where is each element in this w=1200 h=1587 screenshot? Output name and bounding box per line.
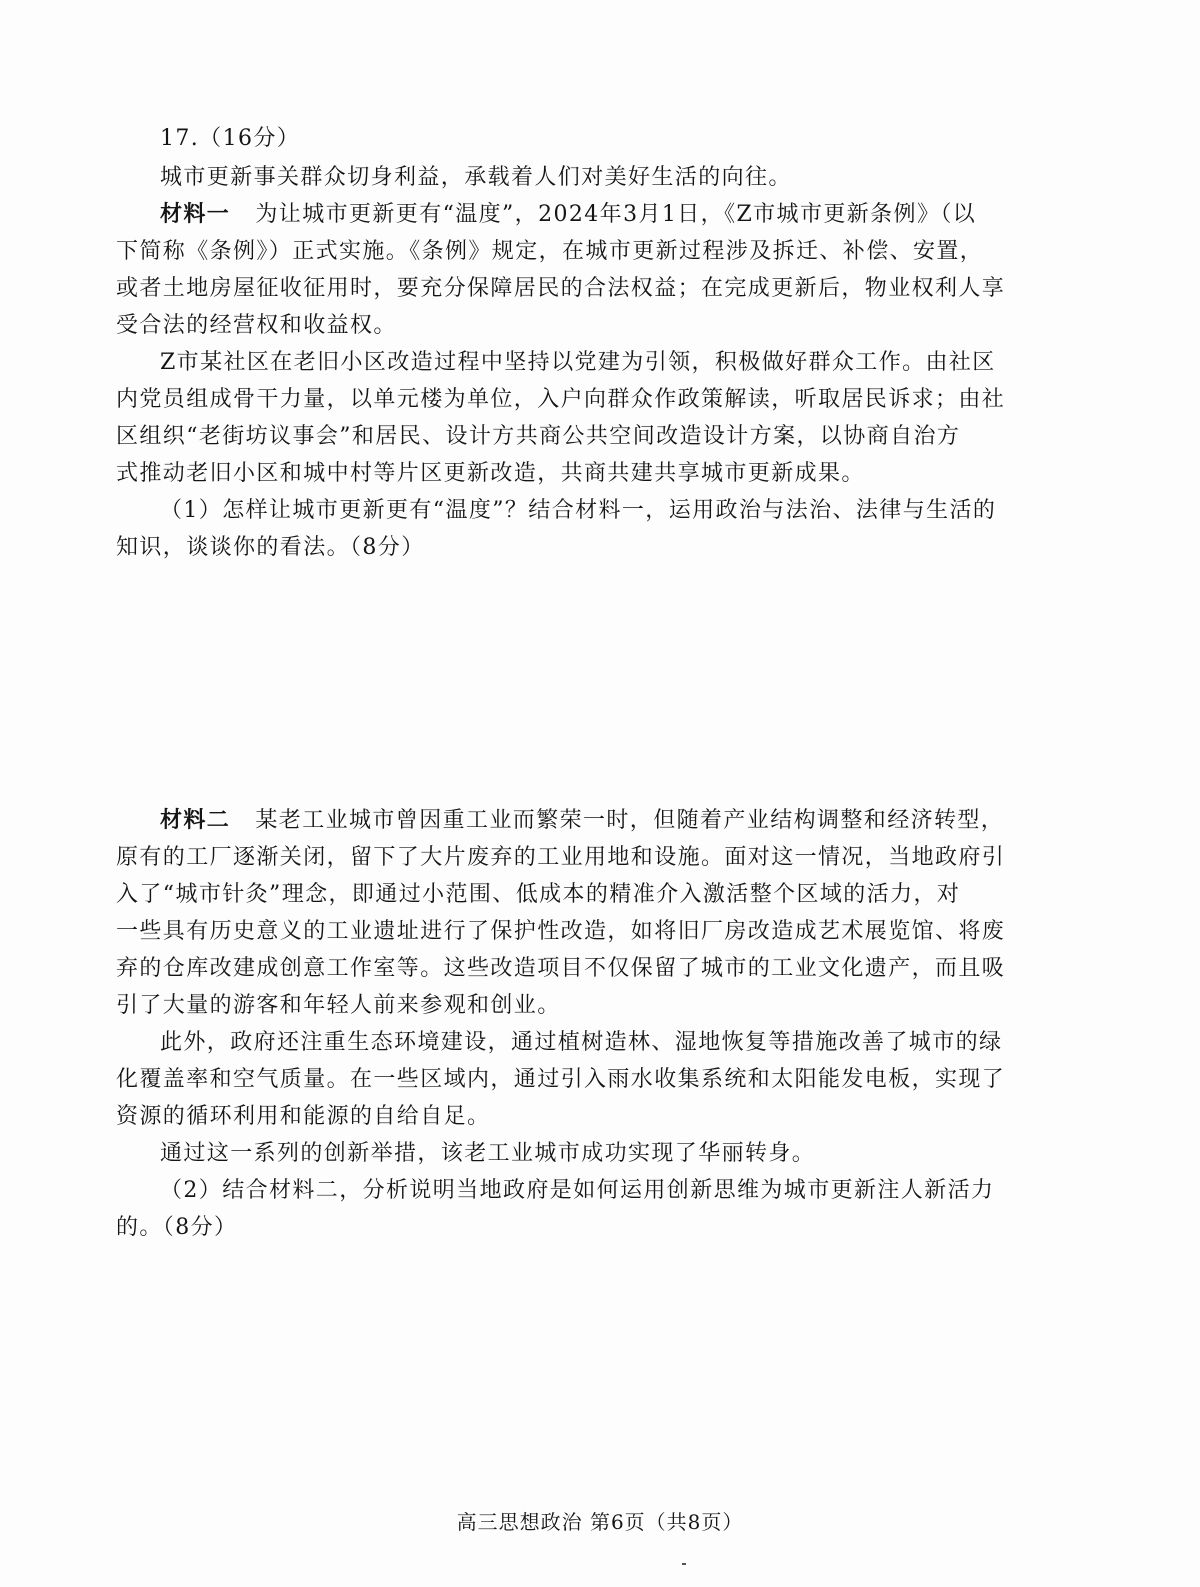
material2-line-4: 一些具有历史意义的工业遗址进行了保护性改造，如将旧厂房改造成艺术展览馆、将废	[116, 919, 1006, 944]
question-header: 17.（16分）	[160, 126, 301, 151]
material1-line-2: 下简称《条例》）正式实施。《条例》规定，在城市更新过程涉及拆迁、补偿、安置，	[116, 239, 984, 264]
material2-label: 材料二	[160, 807, 231, 833]
subquestion-1-line-1: （1）怎样让城市更新更有“温度”？结合材料一，运用政治与法治、法律与生活的	[160, 498, 997, 523]
material2-line-6: 引了大量的游客和年轻人前来参观和创业。	[116, 993, 561, 1018]
material1-para2-line-2: 内党员组成骨干力量，以单元楼为单位，入户向群众作政策解读，听取居民诉求；由社	[116, 387, 1006, 412]
material2-para2-line-2: 化覆盖率和空气质量。在一些区域内，通过引入雨水收集系统和太阳能发电板，实现了	[116, 1067, 1006, 1092]
page-content	[116, 120, 1026, 1386]
scan-speck	[682, 1563, 686, 1565]
material1-line-3: 或者土地房屋征收征用时，要充分保障居民的合法权益；在完成更新后，物业权利人享	[116, 276, 1006, 301]
material2-line-5: 弃的仓库改建成创意工作室等。这些改造项目不仅保留了城市的工业文化遗产，而且吸	[116, 956, 1006, 981]
answer-space-2	[116, 1246, 1026, 1386]
material1-text-1: 为让城市更新更有“温度”，2024年3月1日，《Z市城市更新条例》（以	[255, 202, 977, 227]
subquestion-2-line-1: （2）结合材料二，分析说明当地政府是如何运用创新思维为城市更新注人新活力	[160, 1178, 995, 1203]
answer-space-1	[116, 566, 1026, 802]
question-intro: 城市更新事关群众切身利益，承载着人们对美好生活的向往。	[160, 165, 792, 190]
material1-line-1	[116, 196, 1026, 233]
material1-line-4: 受合法的经营权和收益权。	[116, 313, 397, 338]
material2-text-1: 某老工业城市曾因重工业而繁荣一时，但随着产业结构调整和经济转型，	[255, 808, 1005, 833]
material1-label: 材料一	[160, 201, 231, 227]
material2-para2-line-1: 此外，政府还注重生态环境建设，通过植树造林、湿地恢复等措施改善了城市的绿	[160, 1030, 1003, 1055]
material2-para2-line-3: 资源的循环利用和能源的自给自足。	[116, 1104, 491, 1129]
material1-para2-line-3: 区组织“老街坊议事会”和居民、设计方共商公共空间改造设计方案，以协商自治方	[116, 424, 961, 449]
page-footer: 高三思想政治 第6页（共8页）	[456, 1510, 744, 1534]
subquestion-1-line-2: 知识，谈谈你的看法。（8分）	[116, 535, 425, 560]
subquestion-2-line-2: 的。（8分）	[116, 1215, 238, 1240]
material2-line-2: 原有的工厂逐渐关闭，留下了大片废弃的工业用地和设施。面对这一情况，当地政府引	[116, 845, 1006, 870]
material2-line-3: 入了“城市针灸”理念，即通过小范围、低成本的精准介入激活整个区域的活力，对	[116, 882, 961, 907]
material2-para3: 通过这一系列的创新举措，该老工业城市成功实现了华丽转身。	[160, 1141, 816, 1166]
material1-para2-line-4: 式推动老旧小区和城中村等片区更新改造，共商共建共享城市更新成果。	[116, 461, 865, 486]
material2-line-1	[116, 802, 1026, 839]
material1-para2-line-1: Z市某社区在老旧小区改造过程中坚持以党建为引领，积极做好群众工作。由社区	[160, 350, 996, 375]
